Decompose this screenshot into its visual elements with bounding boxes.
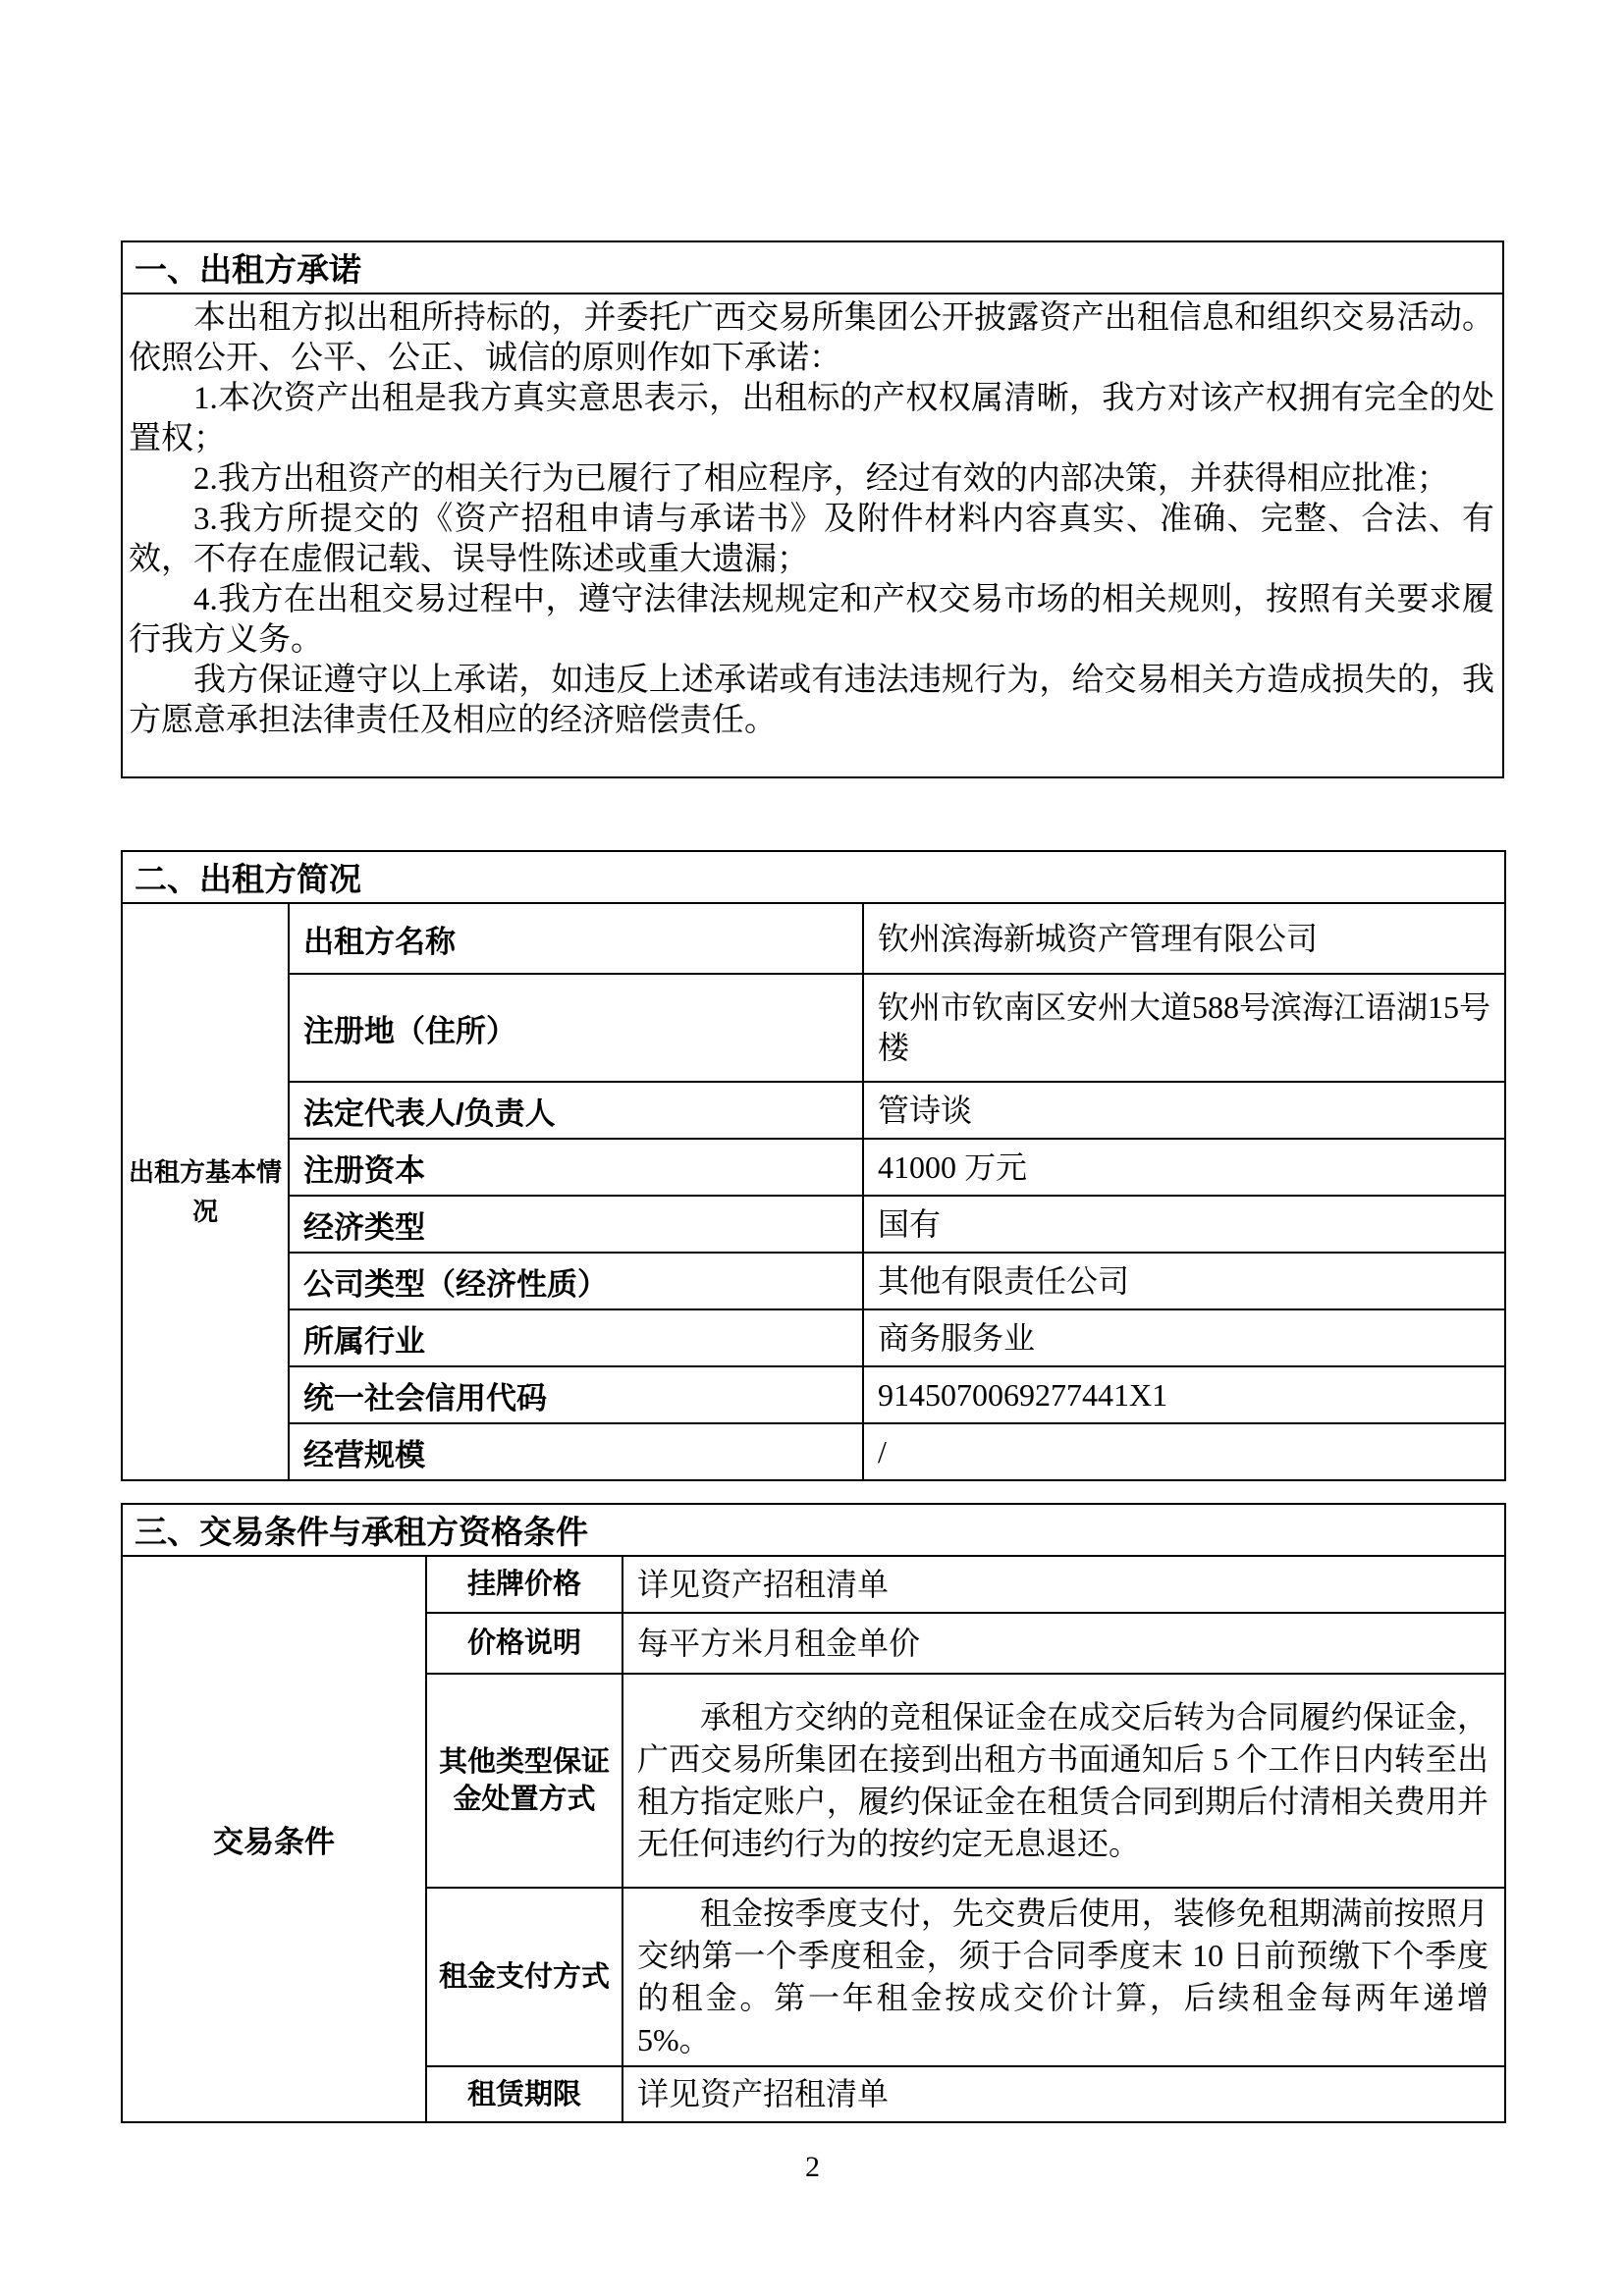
- table-row: [122, 1556, 1505, 1613]
- commitment-paragraph: 4.我方在出租交易过程中，遵守法律法规规定和产权交易市场的相关规则，按照有关要求履行我方义务。: [129, 582, 1494, 658]
- table-row: [122, 1366, 1505, 1423]
- section-1-title: 一、出租方承诺: [122, 241, 1503, 294]
- field-label: 价格说明: [426, 1613, 623, 1674]
- field-label: 注册地（住所）: [289, 974, 863, 1082]
- field-label: 经营规模: [289, 1423, 863, 1480]
- section-3-title: 三、交易条件与承租方资格条件: [122, 1504, 1505, 1556]
- commitment-paragraph: 2.我方出租资产的相关行为已履行了相应程序，经过有效的内部决策，并获得相应批准；: [193, 461, 1449, 497]
- document-content: [121, 240, 1504, 2184]
- field-value: 钦州市钦南区安州大道588号滨海江语湖15号楼: [863, 974, 1505, 1082]
- field-value: 其他有限责任公司: [863, 1253, 1505, 1309]
- field-value: 管诗谈: [863, 1082, 1505, 1139]
- table-row: [122, 1082, 1505, 1139]
- table-row: [122, 1423, 1505, 1480]
- table-row: [122, 903, 1505, 974]
- row-group-label: 交易条件: [122, 1556, 426, 2122]
- field-value: 详见资产招租清单: [623, 2066, 1505, 2122]
- field-value: 详见资产招租清单: [623, 1556, 1505, 1613]
- field-label: 经济类型: [289, 1196, 863, 1253]
- field-value: /: [863, 1423, 1505, 1480]
- field-label: 其他类型保证金处置方式: [426, 1674, 623, 1888]
- section-2-title: 二、出租方简况: [122, 851, 1505, 903]
- field-label: 挂牌价格: [426, 1556, 623, 1613]
- commitment-paragraph: 我方保证遵守以上承诺，如违反上述承诺或有违法违规行为，给交易相关方造成损失的，我方愿意承担法律责任及相应的经济赔偿责任。: [129, 663, 1494, 738]
- field-label: 法定代表人/负责人: [289, 1082, 863, 1139]
- table-row: [122, 1139, 1505, 1196]
- table-row: [122, 1309, 1505, 1366]
- field-label: 注册资本: [289, 1139, 863, 1196]
- field-value: [623, 1888, 1505, 2066]
- field-value: 商务服务业: [863, 1309, 1505, 1366]
- condition-paragraph: 承租方交纳的竞租保证金在成交后转为合同履约保证金，广西交易所集团在接到出租方书面通知后 5 个工作日内转至出租方指定账户，履约保证金在租赁合同到期后付清相关费用并无任何违约行为的按约定无息退还。: [637, 1699, 1489, 1861]
- field-value: 9145070069277441X1: [863, 1366, 1505, 1423]
- field-label: 租赁期限: [426, 2066, 623, 2122]
- section-3-table: [121, 1503, 1506, 2123]
- field-label: 公司类型（经济性质）: [289, 1253, 863, 1309]
- commitment-paragraph: 3.我方所提交的《资产招租申请与承诺书》及附件材料内容真实、准确、完整、合法、有效，不存在虚假记载、误导性陈述或重大遗漏；: [129, 502, 1494, 577]
- field-value: [623, 1674, 1505, 1888]
- field-label: 统一社会信用代码: [289, 1366, 863, 1423]
- section-1-table: [121, 240, 1504, 778]
- section-1-body: [122, 294, 1503, 777]
- table-row: [122, 1253, 1505, 1309]
- table-row: [122, 1196, 1505, 1253]
- section-gap: [121, 1481, 1504, 1503]
- field-value: 钦州滨海新城资产管理有限公司: [863, 903, 1505, 974]
- field-value: 国有: [863, 1196, 1505, 1253]
- page-number: 2: [805, 2151, 820, 2183]
- field-value: 41000 万元: [863, 1139, 1505, 1196]
- field-label: 租金支付方式: [426, 1888, 623, 2066]
- commitment-paragraph: 1.本次资产出租是我方真实意思表示，出租标的产权权属清晰，我方对该产权拥有完全的处置权；: [129, 381, 1494, 456]
- row-group-label: 出租方基本情况: [122, 903, 289, 1480]
- condition-paragraph: 租金按季度支付，先交费后使用，装修免租期满前按照月交纳第一个季度租金，须于合同季度末 10 日前预缴下个季度的租金。第一年租金按成交价计算，后续租金每两年递增 5%。: [637, 1896, 1489, 2057]
- field-label: 所属行业: [289, 1309, 863, 1366]
- field-value: 每平方米月租金单价: [623, 1613, 1505, 1674]
- section-2-table: [121, 850, 1506, 1481]
- field-label: 出租方名称: [289, 903, 863, 974]
- table-row: [122, 974, 1505, 1082]
- section-gap: [121, 778, 1504, 850]
- commitment-paragraph: 本出租方拟出租所持标的，并委托广西交易所集团公开披露资产出租信息和组织交易活动。依照公开、公平、公正、诚信的原则作如下承诺：: [129, 300, 1494, 376]
